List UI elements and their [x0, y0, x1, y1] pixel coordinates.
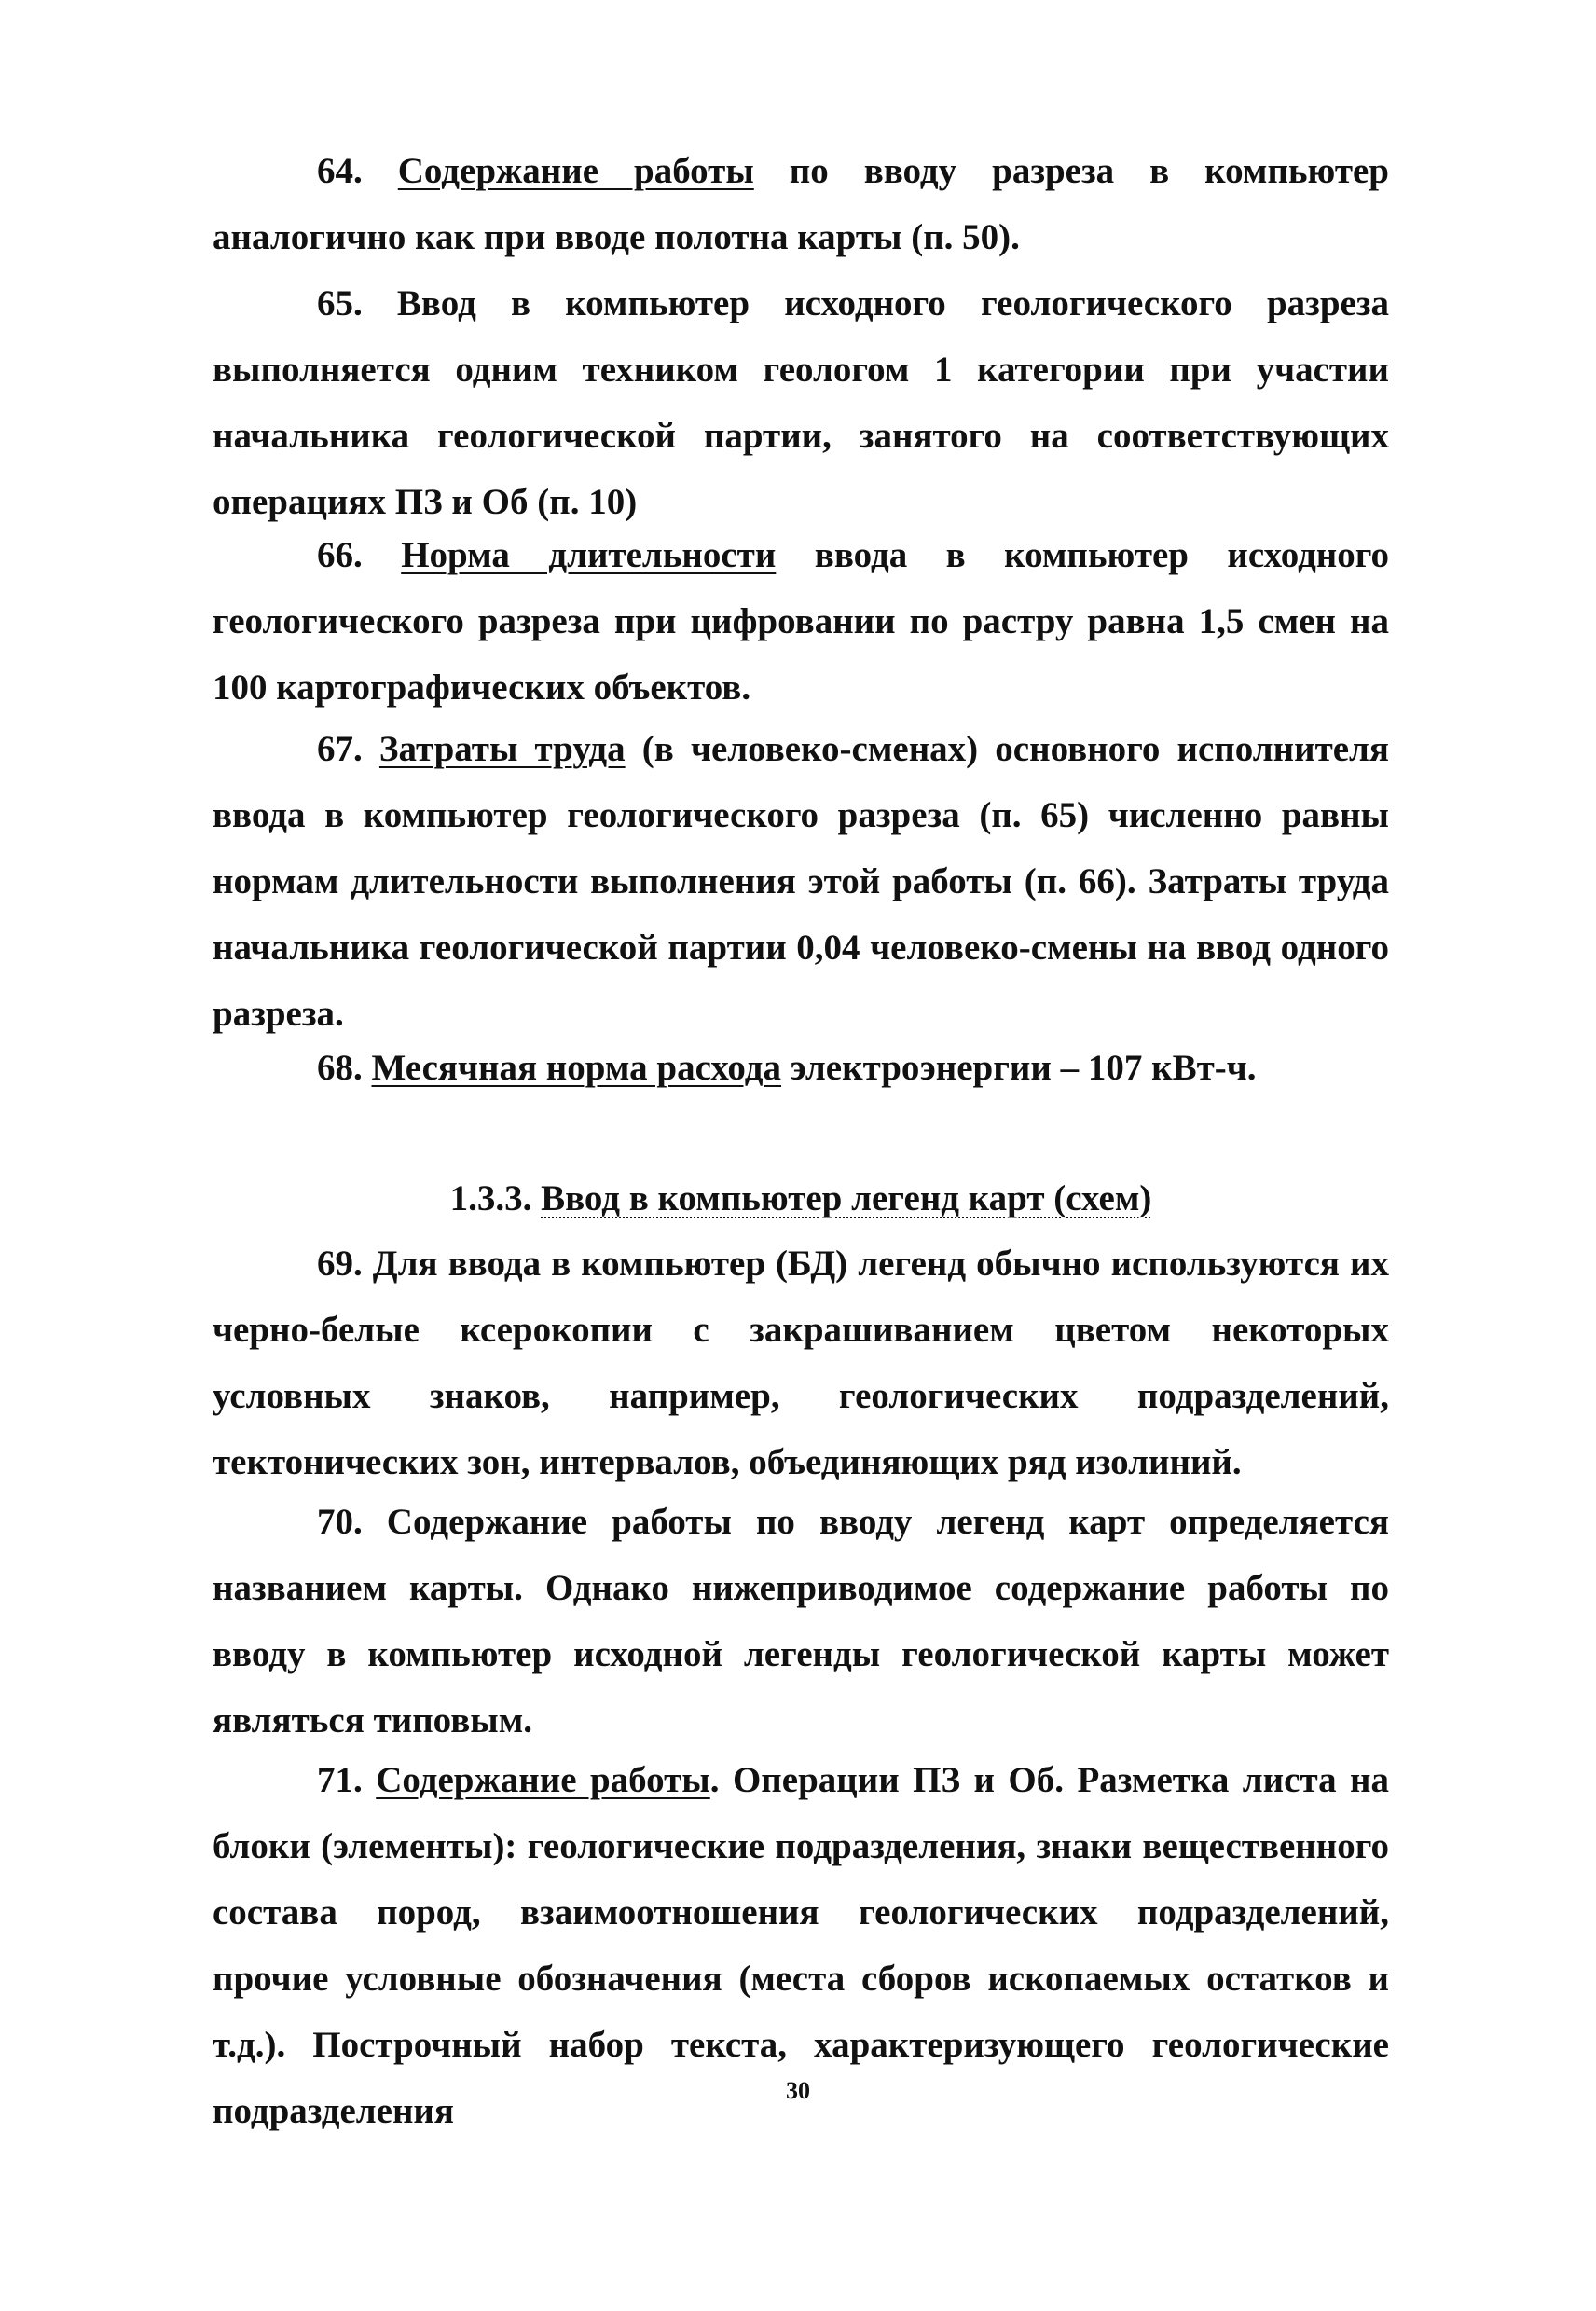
- paragraph-number: 67.: [317, 729, 363, 769]
- section-number: 1.3.3.: [449, 1178, 532, 1218]
- paragraph-text: Ввод в компьютер исходного геологического разреза выполняется одним техником геологом 1 категории при участии начальника геологической партии, занятого на соответствующих операциях ПЗ и Об (п. 10): [213, 283, 1389, 522]
- paragraph-64: [213, 138, 1389, 270]
- paragraph-67: [213, 716, 1389, 1047]
- paragraph-number: 71.: [317, 1760, 363, 1800]
- paragraph-number: 66.: [317, 535, 363, 575]
- paragraph-number: 65.: [317, 283, 363, 323]
- paragraph-text: Содержание работы по вводу легенд карт определяется названием карты. Однако нижеприводимое содержание работы по вводу в компьютер исходной легенды геологической карты может являться типовым.: [213, 1502, 1389, 1740]
- paragraph-text: по вводу разреза в компьютер аналогично как при вводе полотна карты (п. 50).: [213, 151, 1389, 257]
- term-underlined: Месячная норма расхода: [371, 1048, 782, 1088]
- paragraph-69: [213, 1231, 1389, 1495]
- paragraph-66: [213, 522, 1389, 721]
- term-underlined: Норма длительности: [401, 535, 777, 575]
- paragraph-68: [213, 1035, 1389, 1101]
- page-number: 30: [786, 2077, 810, 2104]
- paragraph-number: 69.: [317, 1244, 363, 1284]
- term-underlined: Затраты труда: [378, 729, 626, 769]
- paragraph-number: 68.: [317, 1048, 363, 1088]
- term-underlined: Содержание работы: [397, 151, 754, 191]
- paragraph-text: ввода в компьютер исходного геологического разреза при цифровании по растру равна 1,5 смен на 100 картографических объектов.: [213, 535, 1390, 708]
- section-title: Ввод в компьютер легенд карт (схем): [541, 1178, 1152, 1218]
- section-heading: [213, 1165, 1389, 1231]
- paragraph-number: 70.: [317, 1502, 363, 1542]
- paragraph-70: [213, 1489, 1389, 1754]
- paragraph-text: Для ввода в компьютер (БД) легенд обычно используются их черно-белые ксерокопии с закрашиванием цветом некоторых условных знаков, например, геологических подразделений, тектонических зон, интервалов, объединяющих ряд изолиний.: [213, 1244, 1389, 1482]
- paragraph-text: . Операции ПЗ и Об. Разметка листа на блоки (элементы): геологические подразделения, знаки вещественного состава пород, взаимоотношения геологических подразделений, прочие условные обозначения (места сборов ископаемых остатков и т.д.). Построчный набор текста, характеризующего геологические подразделения: [213, 1760, 1389, 2131]
- paragraph-65: [213, 270, 1389, 535]
- paragraph-text: электроэнергии – 107 кВт-ч.: [781, 1048, 1257, 1088]
- term-underlined: Содержание работы: [376, 1760, 710, 1800]
- paragraph-text: (в человеко-сменах) основного исполнителя ввода в компьютер геологического разреза (п. 65) численно равны нормам длительности выполнения этой работы (п. 66). Затраты труда начальника геологической партии 0,04 человеко-смены на ввод одного разреза.: [213, 729, 1390, 1034]
- paragraph-number: 64.: [317, 151, 363, 191]
